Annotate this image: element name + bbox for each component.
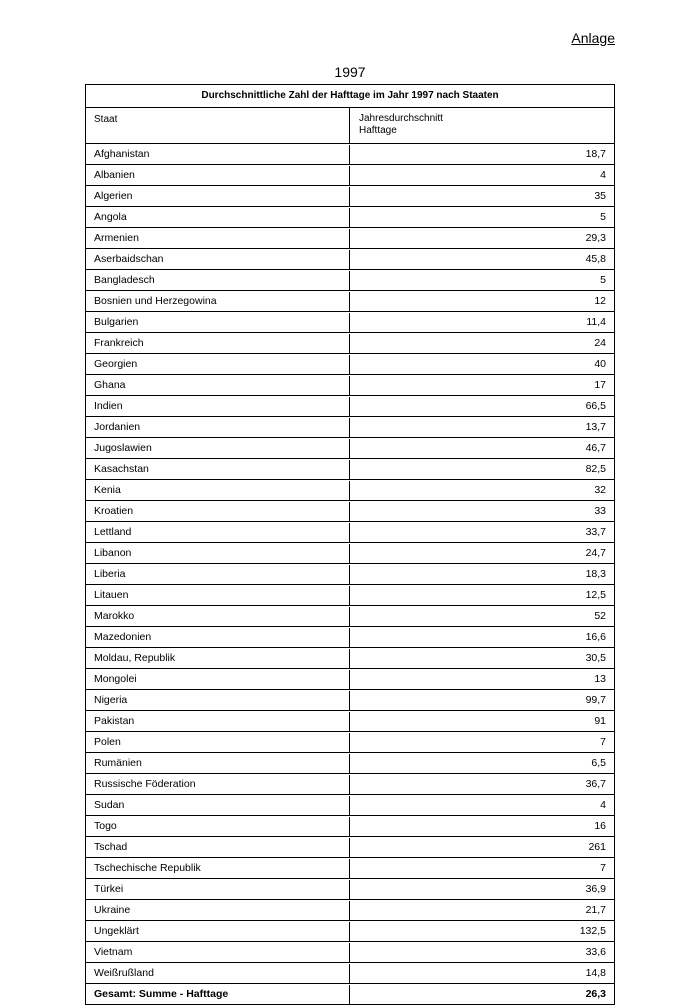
value-cell: 24,7 <box>585 547 606 559</box>
state-cell: Nigeria <box>86 691 350 710</box>
state-cell: Rumänien <box>86 754 350 773</box>
table-row <box>86 649 614 669</box>
value-cell: 14,8 <box>585 967 606 979</box>
table-row <box>86 544 614 564</box>
state-cell: Bangladesch <box>86 271 350 290</box>
table-row <box>86 775 614 795</box>
total-value: 26,3 <box>585 988 606 1000</box>
table-row <box>86 901 614 921</box>
state-cell: Mazedonien <box>86 628 350 647</box>
state-cell: Lettland <box>86 523 350 542</box>
state-cell: Litauen <box>86 586 350 605</box>
value-cell: 13 <box>594 673 606 685</box>
value-cell: 4 <box>600 799 606 811</box>
value-cell: 36,9 <box>585 883 606 895</box>
table-row <box>86 481 614 501</box>
state-cell: Ukraine <box>86 901 350 920</box>
table-row <box>86 229 614 249</box>
table-row <box>86 187 614 207</box>
state-cell: Frankreich <box>86 334 350 353</box>
state-cell: Angola <box>86 208 350 227</box>
value-cell: 16 <box>594 820 606 832</box>
state-cell: Tschad <box>86 838 350 857</box>
table-row <box>86 523 614 543</box>
state-cell: Russische Föderation <box>86 775 350 794</box>
state-cell: Moldau, Republik <box>86 649 350 668</box>
value-cell: 132,5 <box>579 925 606 937</box>
state-cell: Kasachstan <box>86 460 350 479</box>
table-row <box>86 817 614 837</box>
state-cell: Bulgarien <box>86 313 350 332</box>
table-row <box>86 355 614 375</box>
state-cell: Tschechische Republik <box>86 859 350 878</box>
value-cell: 13,7 <box>585 421 606 433</box>
table-row <box>86 250 614 270</box>
state-cell: Marokko <box>86 607 350 626</box>
value-cell: 33,7 <box>585 526 606 538</box>
table-row <box>86 418 614 438</box>
state-cell: Kroatien <box>86 502 350 521</box>
detention-days-table <box>85 84 615 1005</box>
table-row <box>86 670 614 690</box>
table-total-row <box>86 985 614 1004</box>
value-cell: 5 <box>600 274 606 286</box>
state-cell: Sudan <box>86 796 350 815</box>
table-row <box>86 397 614 417</box>
table-row <box>86 271 614 291</box>
state-cell: Libanon <box>86 544 350 563</box>
table-row <box>86 754 614 774</box>
value-cell: 4 <box>600 169 606 181</box>
state-cell: Albanien <box>86 166 350 185</box>
value-cell: 33 <box>594 505 606 517</box>
value-cell: 46,7 <box>585 442 606 454</box>
table-row <box>86 796 614 816</box>
state-cell: Mongolei <box>86 670 350 689</box>
table-row <box>86 943 614 963</box>
table-row <box>86 880 614 900</box>
header-average-line2: Hafttage <box>359 125 397 136</box>
state-cell: Pakistan <box>86 712 350 731</box>
value-cell: 52 <box>594 610 606 622</box>
table-row <box>86 502 614 522</box>
value-cell: 261 <box>588 841 606 853</box>
state-cell: Aserbaidschan <box>86 250 350 269</box>
state-cell: Afghanistan <box>86 145 350 164</box>
state-cell: Togo <box>86 817 350 836</box>
value-cell: 12,5 <box>585 589 606 601</box>
annex-label: Anlage <box>571 30 615 46</box>
value-cell: 11,4 <box>586 316 606 328</box>
table-row <box>86 607 614 627</box>
value-cell: 45,8 <box>585 253 606 265</box>
value-cell: 7 <box>600 736 606 748</box>
value-cell: 18,7 <box>585 148 606 160</box>
state-cell: Polen <box>86 733 350 752</box>
total-label: Gesamt: Summe - Hafttage <box>86 985 350 1004</box>
header-average <box>350 108 614 143</box>
table-row <box>86 166 614 186</box>
value-cell: 16,6 <box>585 631 606 643</box>
table-body <box>86 145 614 984</box>
value-cell: 29,3 <box>585 232 606 244</box>
table-row <box>86 292 614 312</box>
table-caption: Durchschnittliche Zahl der Hafttage im Jahr 1997 nach Staaten <box>86 85 614 108</box>
value-cell: 33,6 <box>585 946 606 958</box>
state-cell: Türkei <box>86 880 350 899</box>
state-cell: Weißrußland <box>86 964 350 983</box>
table-row <box>86 376 614 396</box>
table-row <box>86 628 614 648</box>
table-row <box>86 460 614 480</box>
value-cell: 66,5 <box>585 400 606 412</box>
header-state: Staat <box>86 108 350 143</box>
value-cell: 18,3 <box>585 568 606 580</box>
table-row <box>86 439 614 459</box>
table-row <box>86 859 614 879</box>
table-row <box>86 733 614 753</box>
table-row <box>86 712 614 732</box>
header-average-line1: Jahresdurchschnitt <box>359 113 443 124</box>
state-cell: Jordanien <box>86 418 350 437</box>
table-header <box>86 108 614 144</box>
value-cell: 7 <box>600 862 606 874</box>
value-cell: 99,7 <box>585 694 606 706</box>
table-row <box>86 565 614 585</box>
state-cell: Georgien <box>86 355 350 374</box>
state-cell: Bosnien und Herzegowina <box>86 292 350 311</box>
value-cell: 40 <box>594 358 606 370</box>
value-cell: 24 <box>594 337 606 349</box>
table-row <box>86 838 614 858</box>
value-cell: 82,5 <box>585 463 606 475</box>
table-row <box>86 208 614 228</box>
state-cell: Kenia <box>86 481 350 500</box>
state-cell: Vietnam <box>86 943 350 962</box>
state-cell: Ungeklärt <box>86 922 350 941</box>
table-row <box>86 145 614 165</box>
value-cell: 32 <box>594 484 606 496</box>
state-cell: Ghana <box>86 376 350 395</box>
state-cell: Liberia <box>86 565 350 584</box>
state-cell: Armenien <box>86 229 350 248</box>
table-row <box>86 313 614 333</box>
value-cell: 6,5 <box>591 757 606 769</box>
value-cell: 12 <box>594 295 606 307</box>
year-heading: 1997 <box>334 64 366 80</box>
value-cell: 35 <box>594 190 606 202</box>
state-cell: Indien <box>86 397 350 416</box>
state-cell: Algerien <box>86 187 350 206</box>
value-cell: 30,5 <box>585 652 606 664</box>
table-row <box>86 334 614 354</box>
table-row <box>86 922 614 942</box>
value-cell: 17 <box>594 379 606 391</box>
table-row <box>86 586 614 606</box>
state-cell: Jugoslawien <box>86 439 350 458</box>
table-row <box>86 964 614 984</box>
value-cell: 36,7 <box>585 778 606 790</box>
value-cell: 21,7 <box>585 904 606 916</box>
table-row <box>86 691 614 711</box>
value-cell: 5 <box>600 211 606 223</box>
value-cell: 91 <box>594 715 606 727</box>
